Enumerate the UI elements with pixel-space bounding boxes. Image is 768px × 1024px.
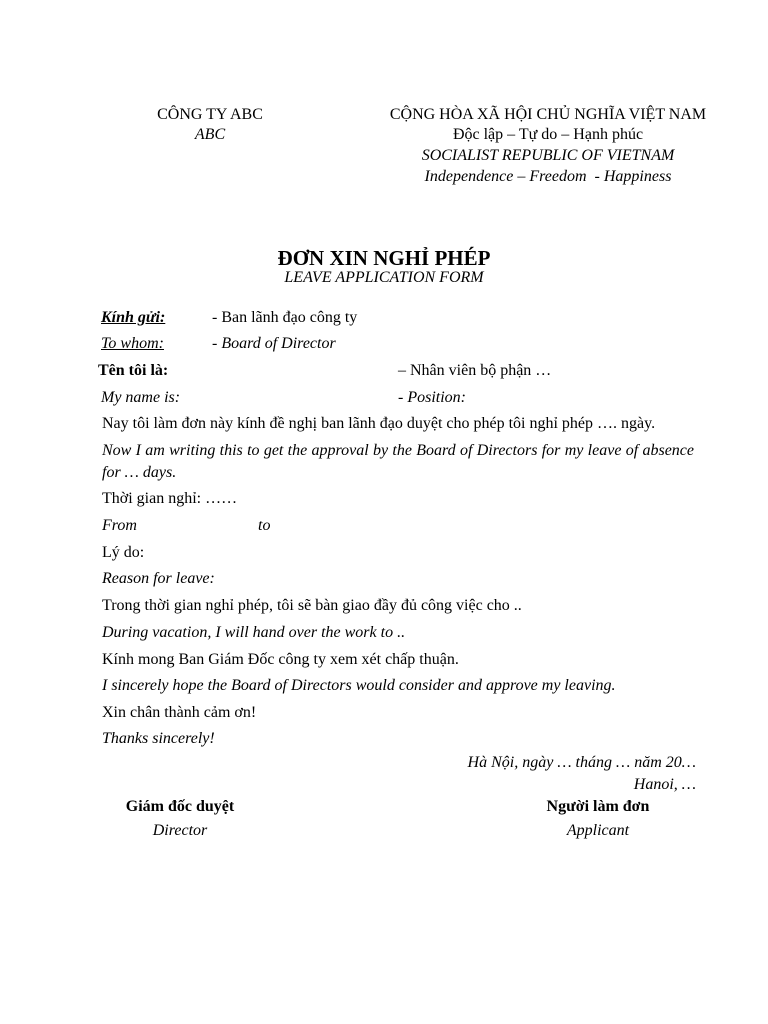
reason-label-vn: Lý do: <box>102 544 145 561</box>
motto-vn: Độc lập – Tự do – Hạnh phúc <box>452 126 644 143</box>
date-line-en: Hanoi, … <box>633 776 696 793</box>
handover-text-vn: Trong thời gian nghỉ phép, tôi sẽ bàn giao đầy đủ công việc cho .. <box>102 597 522 614</box>
date-line-vn: Hà Nội, ngày … tháng … năm 20… <box>467 754 696 771</box>
company-sub: ABC <box>194 126 226 143</box>
page-title: ĐƠN XIN NGHỈ PHÉP <box>277 246 491 270</box>
hope-text-en: I sincerely hope the Board of Directors would consider and approve my leaving. <box>102 677 616 694</box>
request-paragraph-vn: Nay tôi làm đơn này kính đề nghị ban lãnh đạo duyệt cho phép tôi nghỉ phép …. ngày. <box>102 415 656 432</box>
name-label-en: My name is: <box>101 389 181 406</box>
department-label-vn: – Nhân viên bộ phận … <box>398 362 552 379</box>
position-label-en: - Position: <box>398 389 466 406</box>
applicant-signature-label-en: Applicant <box>566 822 630 839</box>
applicant-signature-label-vn: Người làm đơn <box>546 798 650 815</box>
hope-text-vn: Kính mong Ban Giám Đốc công ty xem xét chấp thuận. <box>102 651 459 668</box>
company-name: CÔNG TY ABC <box>157 106 263 123</box>
republic-title-en: SOCIALIST REPUBLIC OF VIETNAM <box>421 147 675 164</box>
motto-en: Independence – Freedom - Happiness <box>424 168 672 185</box>
reason-label-en: Reason for leave: <box>102 570 215 587</box>
republic-title-vn: CỘNG HÒA XÃ HỘI CHỦ NGHĨA VIỆT NAM <box>389 106 707 123</box>
request-paragraph-en: Now I am writing this to get the approval by the Board of Directors for my leave of absence for … days. <box>102 442 694 481</box>
name-label-vn: Tên tôi là: <box>98 362 169 379</box>
handover-text-en: During vacation, I will hand over the work to .. <box>102 624 406 641</box>
addressee-label-en: To whom: <box>101 335 164 352</box>
addressee-value-en: - Board of Director <box>212 335 336 352</box>
page-subtitle: LEAVE APPLICATION FORM <box>284 269 484 286</box>
addressee-label-vn: Kính gửi: <box>101 309 166 326</box>
to-label-en: to <box>258 517 271 534</box>
thanks-text-vn: Xin chân thành cảm ơn! <box>102 704 257 721</box>
from-label-en: From <box>102 517 137 534</box>
addressee-value-vn: - Ban lãnh đạo công ty <box>212 309 358 326</box>
thanks-text-en: Thanks sincerely! <box>102 730 215 747</box>
director-signature-label-vn: Giám đốc duyệt <box>125 798 235 815</box>
director-signature-label-en: Director <box>152 822 208 839</box>
leave-time-label-vn: Thời gian nghỉ: …… <box>102 490 238 507</box>
